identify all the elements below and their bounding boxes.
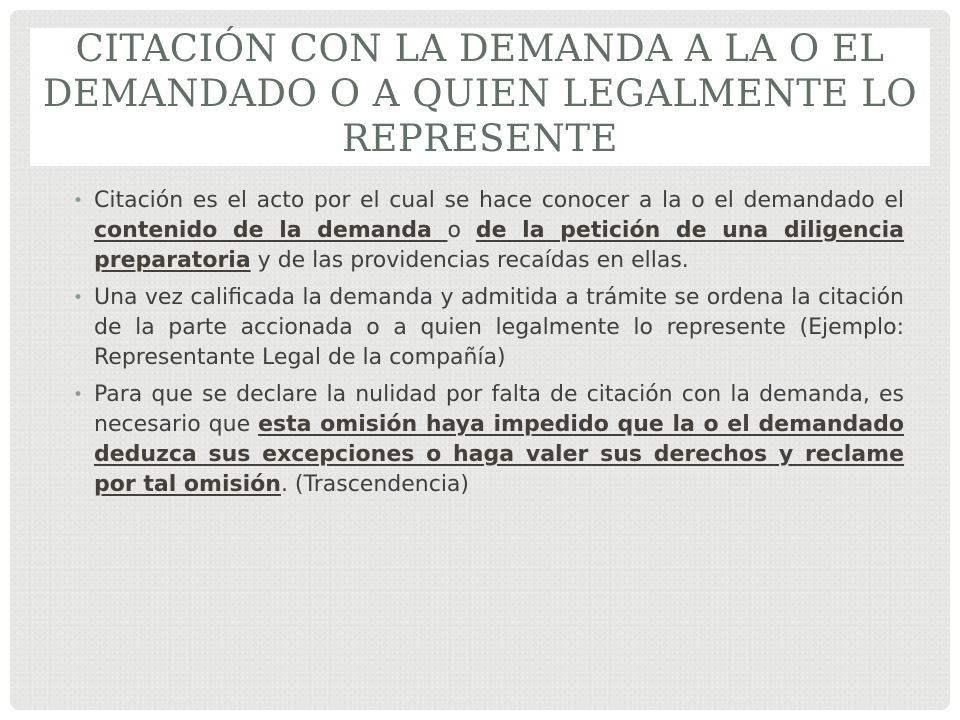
bullet-2-text-1: Una vez calificada la demanda y admitida a trámite se ordena la citación de la parte accionada o a quien legalmente lo represente (Ejemplo: Representante Legal de la compañía) bbox=[94, 285, 904, 370]
bullet-item-1 bbox=[72, 186, 904, 276]
bullet-1-emphasis-1: contenido de la demanda bbox=[94, 218, 448, 243]
bullet-3-text-1: Para que se declare la nulidad por falta de citación con la demanda, es necesario que bbox=[94, 382, 904, 437]
slide-title: CITACIÓN CON LA DEMANDA A LA O EL DEMANDADO O A QUIEN LEGALMENTE LO REPRESENTE bbox=[42, 27, 918, 160]
bullet-3-text-2: . (Trascendencia) bbox=[280, 472, 469, 497]
bullet-1-text-3: y de las providencias recaídas en ellas. bbox=[250, 248, 689, 273]
bullet-list bbox=[72, 186, 904, 507]
bullet-3-emphasis-1: esta omisión haya impedido que la o el demandado deduzca sus excepciones o haga valer sus derechos y reclame por tal omisión bbox=[94, 412, 904, 497]
bullet-item-2 bbox=[72, 283, 904, 373]
bullet-1-emphasis-2: de la petición de una diligencia preparatoria bbox=[94, 218, 905, 273]
bullet-1-text-1: Citación es el acto por el cual se hace conocer a la o el demandado el bbox=[94, 188, 904, 213]
bullet-icon: • bbox=[73, 288, 84, 308]
bullet-icon: • bbox=[73, 385, 84, 405]
bullet-1-text-2: o bbox=[447, 218, 476, 243]
bullet-icon: • bbox=[73, 191, 84, 211]
bullet-item-3 bbox=[72, 380, 904, 500]
